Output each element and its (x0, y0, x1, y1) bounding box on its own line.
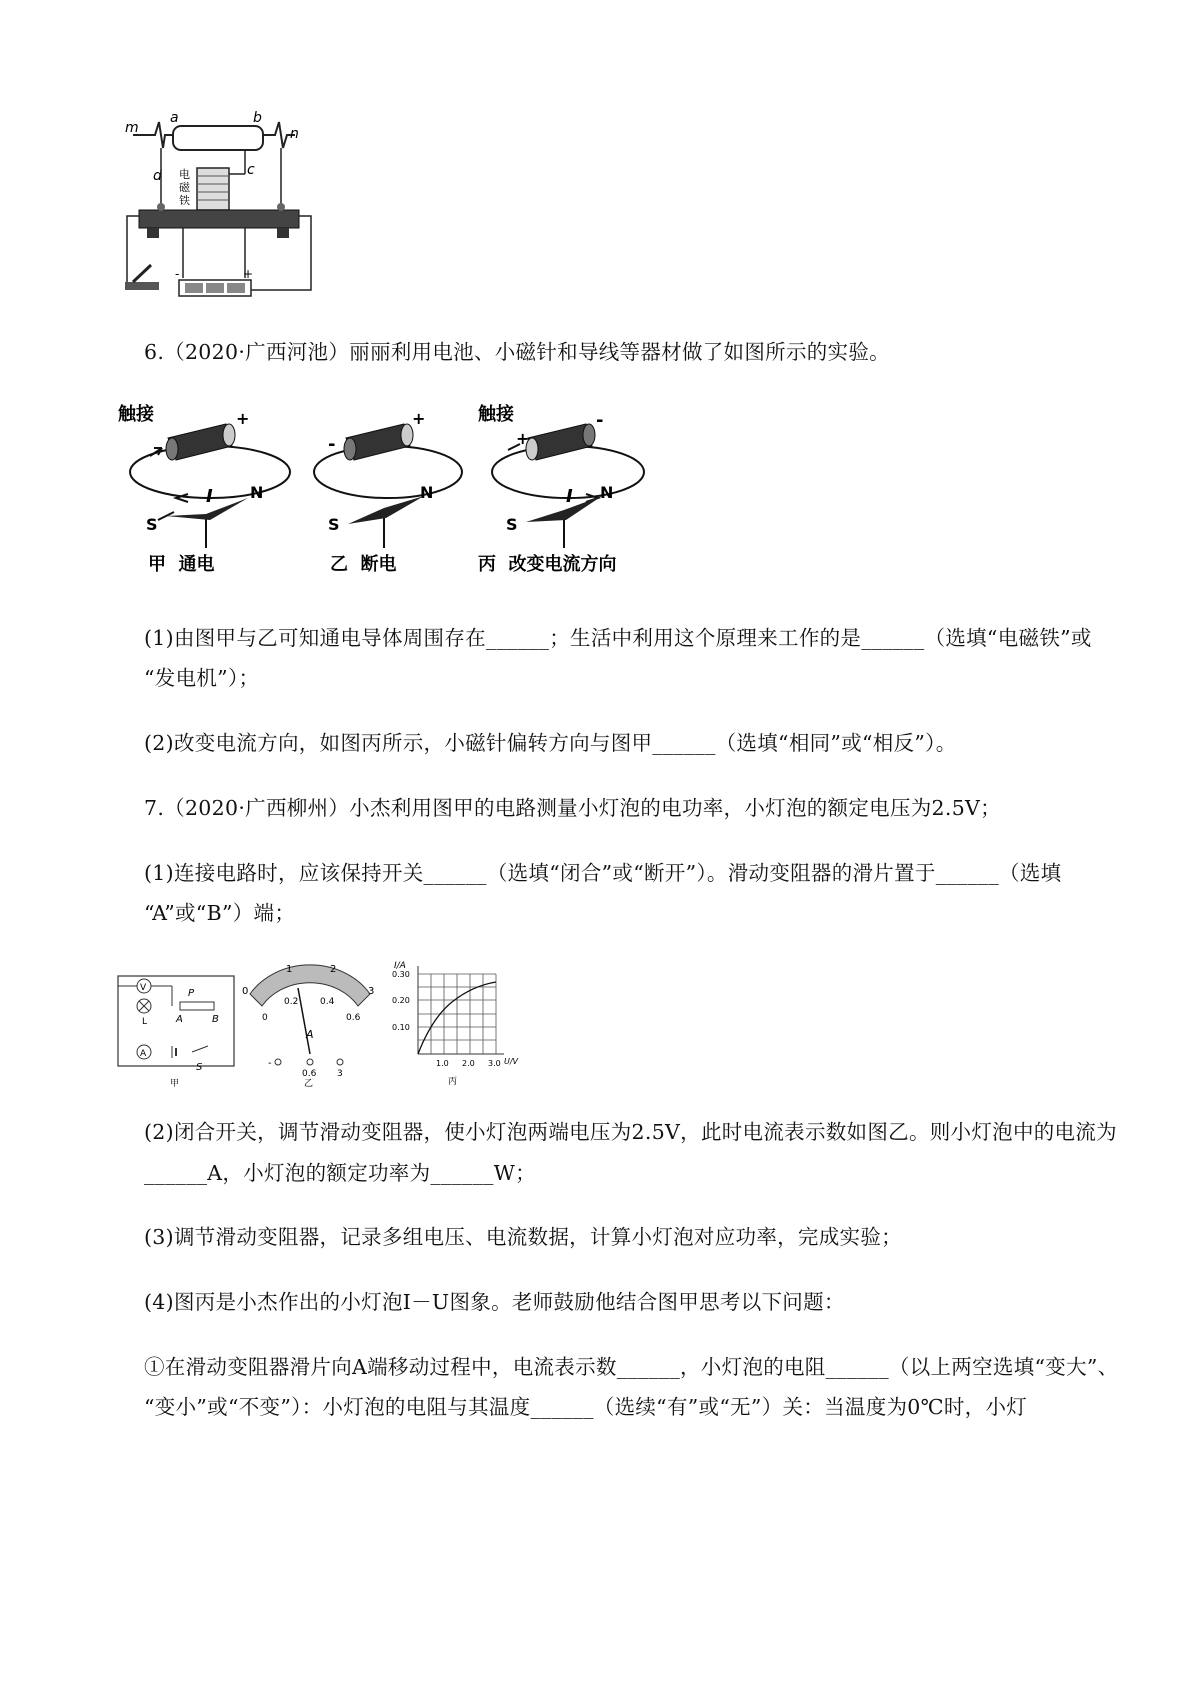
scale-top-0: 0 (242, 986, 249, 997)
panel-caption: 甲 通电 (148, 554, 215, 575)
q7-circuit-jia (118, 976, 234, 1088)
q7-part1-line2: “A”或“B”）端； (144, 901, 296, 925)
q7-part4a-line1: ①在滑动变阻器滑片向A端移动过程中，电流表示数______，小灯泡的电阻______（以上两空选填“变大”、 (144, 1355, 1119, 1379)
conductor-rod (173, 126, 263, 150)
scale-top-3: 3 (368, 986, 375, 997)
switch-label: S (196, 1062, 203, 1073)
q6-part2: (2)改变电流方向，如图丙所示，小磁针偏转方向与图甲______（选填“相同”或“相反”）。 (144, 731, 957, 755)
lamp-label: L (142, 1017, 148, 1027)
q7-part1-line1: (1)连接电路时，应该保持开关______（选填“闭合”或“断开”）。滑动变阻器的滑片置于______（选填 (144, 861, 1062, 885)
scale-bottom-0: 0 (262, 1013, 268, 1023)
plus-sign: + (412, 409, 426, 428)
q6-panel-yi (314, 409, 462, 575)
terminal-3: 3 (337, 1069, 343, 1079)
battery-icon (344, 424, 413, 460)
q7-ammeter-yi (242, 964, 374, 1088)
label-b: b (253, 110, 262, 126)
q7-part2-line1: (2)闭合开关，调节滑动变阻器，使小灯泡两端电压为2.5V，此时电流表示数如图乙。则小灯泡中的电流为 (144, 1120, 1117, 1144)
north-label: N (250, 483, 264, 502)
south-label: S (146, 515, 158, 534)
battery-icon (526, 424, 595, 460)
ytick-030: 0.30 (392, 970, 410, 979)
terminal-minus: - (268, 1058, 272, 1069)
ytick-010: 0.10 (392, 1023, 410, 1032)
knife-switch (125, 282, 159, 290)
coil-char-1: 电 (179, 168, 190, 181)
panel-caption: 丙 改变电流方向 (478, 554, 617, 575)
touch-label: 触接 (478, 404, 514, 425)
q7-part3: (3)调节滑动变阻器，记录多组电压、电流数据，计算小灯泡对应功率，完成实验； (144, 1225, 902, 1249)
end-b-label: B (212, 1014, 219, 1025)
end-a-label: A (176, 1014, 183, 1025)
scale-top-1: 1 (286, 964, 293, 975)
terminal-0-6: 0.6 (302, 1069, 317, 1079)
rheostat-icon (180, 1002, 214, 1010)
coil-char-2: 磁 (179, 181, 190, 194)
q7-part4: (4)图丙是小杰作出的小灯泡I－U图象。老师鼓励他结合图甲思考以下问题： (144, 1290, 845, 1314)
touch-label: 触接 (118, 404, 154, 425)
battery-minus: - (175, 267, 180, 281)
north-label: N (420, 483, 434, 502)
battery-plus: + (243, 267, 254, 281)
compass-needle-icon (526, 496, 602, 548)
circuit-caption: 甲 (170, 1079, 180, 1088)
voltmeter-label: V (140, 983, 147, 993)
base-board (139, 210, 299, 228)
plus-sign: + (516, 429, 530, 448)
q6-part1-line1: (1)由图甲与乙可知通电导体周围存在______；生活中利用这个原理来工作的是______（选填“电磁铁”或 (144, 626, 1092, 650)
graph-xlabel: U/V (504, 1057, 519, 1066)
xtick-30: 3.0 (488, 1059, 501, 1068)
plus-sign: + (236, 409, 250, 428)
scale-bottom-1: 0.2 (284, 997, 299, 1007)
ammeter-label: A (140, 1049, 147, 1059)
q6-stem: 6.（2020·广西河池）丽丽利用电池、小磁针和导线等器材做了如图所示的实验。 (144, 340, 890, 364)
ammeter-caption: 乙 (304, 1079, 314, 1088)
q6-part1-line2: “发电机”）； (144, 666, 260, 690)
compass-needle-icon (158, 498, 248, 548)
xtick-10: 1.0 (436, 1059, 449, 1068)
panel-caption: 乙 断电 (330, 554, 397, 575)
q7-graph-bing (392, 961, 519, 1087)
q6-panel-bing (478, 403, 644, 575)
q6-panel-jia (118, 403, 290, 575)
scale-top-2: 2 (330, 964, 337, 975)
south-label: S (506, 515, 518, 534)
compass-needle-icon (348, 496, 424, 548)
q7-part4a-line2: “变小”或“不变”）：小灯泡的电阻与其温度______（选续“有”或“无”）关：当温度为0℃时，小灯 (144, 1395, 1028, 1419)
graph-ylabel: I/A (394, 961, 406, 971)
xtick-20: 2.0 (462, 1059, 475, 1068)
battery-icon (166, 424, 235, 460)
scale-bottom-3: 0.6 (346, 1013, 361, 1023)
label-n: n (290, 126, 299, 142)
scale-bottom-2: 0.4 (320, 997, 335, 1007)
label-d: d (153, 168, 162, 184)
coil-char-3: 铁 (179, 194, 190, 207)
ytick-020: 0.20 (392, 996, 410, 1005)
north-label: N (600, 483, 614, 502)
graph-caption: 丙 (448, 1077, 458, 1087)
electromagnet-coil (197, 168, 229, 210)
ammeter-unit: A (306, 1028, 314, 1041)
minus-sign: - (328, 434, 336, 455)
q6-figure (118, 398, 678, 598)
q7-part2-line2: ______A，小灯泡的额定功率为______W； (144, 1161, 536, 1185)
label-m: m (125, 120, 139, 136)
current-label: I (566, 486, 573, 507)
current-label: I (206, 486, 213, 507)
label-c: c (247, 162, 255, 178)
south-label: S (328, 515, 340, 534)
slider-p-label: P (188, 988, 195, 999)
ammeter-pointer (298, 988, 310, 1054)
label-a: a (170, 110, 179, 126)
q5-figure (125, 110, 315, 325)
q7-figure (112, 958, 532, 1088)
q7-stem: 7.（2020·广西柳州）小杰利用图甲的电路测量小灯泡的电功率，小灯泡的额定电压为2.5V； (144, 796, 1001, 820)
minus-sign: - (596, 410, 604, 431)
